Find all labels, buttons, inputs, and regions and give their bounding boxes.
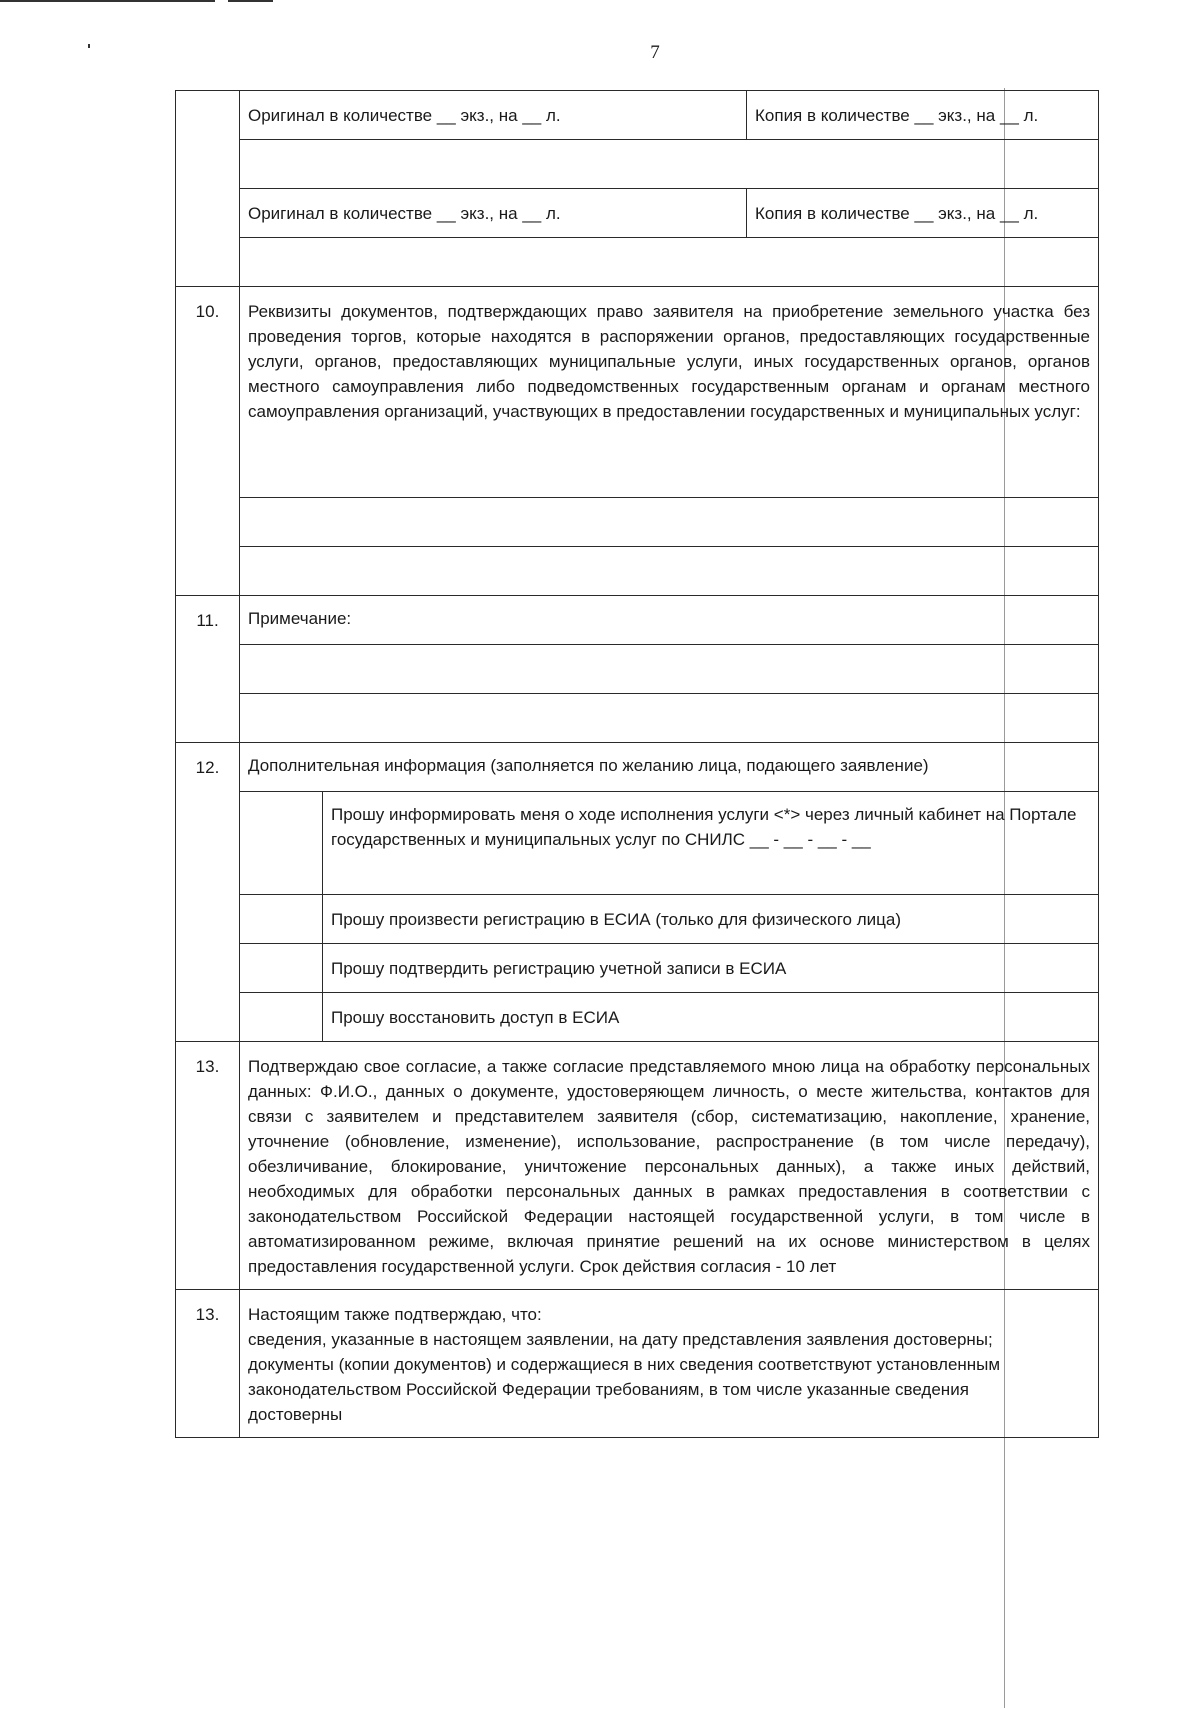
option-row xyxy=(240,992,1098,1041)
blank-line[interactable] xyxy=(240,238,1099,287)
section-11 xyxy=(176,596,1099,645)
option-row xyxy=(240,894,1098,943)
option-checkbox[interactable] xyxy=(240,895,323,943)
section-12 xyxy=(176,743,1099,792)
copy-count-field[interactable]: Копия в количестве __ экз., на __ л. xyxy=(755,203,1039,223)
application-form-table xyxy=(175,90,1099,1438)
original-count-field[interactable]: Оригинал в количестве __ экз., на __ л. xyxy=(240,189,747,237)
page-number: 7 xyxy=(650,42,660,63)
section-11-label: Примечание: xyxy=(240,596,1099,645)
section-number: 13. xyxy=(176,1042,240,1290)
option-text: Прошу информировать меня о ходе исполнения услуги <*> через личный кабинет на Портале государственных и муниципальных услуг по СНИЛС __ - __ - __ - __ xyxy=(331,805,1077,849)
copies-row-2 xyxy=(176,189,1099,238)
option-checkbox[interactable] xyxy=(240,792,323,894)
option-text: Прошу подтвердить регистрацию учетной записи в ЕСИА xyxy=(331,959,787,978)
section-number: 11. xyxy=(176,596,240,743)
copy-count-field[interactable]: Копия в количестве __ экз., на __ л. xyxy=(755,105,1039,125)
section-number: 10. xyxy=(176,287,240,596)
section-13-consent xyxy=(176,1042,1099,1290)
section-number: 12. xyxy=(176,743,240,1042)
option-row xyxy=(240,943,1098,992)
section-number: 13. xyxy=(176,1290,240,1438)
option-checkbox[interactable] xyxy=(240,944,323,992)
blank-line[interactable] xyxy=(240,140,1099,189)
section-10-text: Реквизиты документов, подтверждающих право заявителя на приобретение земельного участка без проведения торгов, которые находятся в распоряжении органов, предоставляющих государственные услуги, органов, предоставляющих муниципальные услуги, иных государственных органов, органов местного самоуправления либо подведомственных государственным органам и органам местного самоуправления организаций, участвующих в предоставлении государственных и муниципальных услуг: xyxy=(240,287,1099,498)
option-text: Прошу восстановить доступ в ЕСИА xyxy=(331,1008,620,1027)
section-12-options xyxy=(240,792,1098,1041)
blank-line[interactable] xyxy=(240,498,1099,547)
copies-row-1 xyxy=(176,91,1099,140)
section-13-confirmation xyxy=(176,1290,1099,1438)
confirmation-text xyxy=(240,1290,1099,1438)
confirmation-line: Настоящим также подтверждаю, что: xyxy=(248,1305,542,1324)
original-count-field[interactable]: Оригинал в количестве __ экз., на __ л. xyxy=(240,91,747,139)
confirmation-line: сведения, указанные в настоящем заявлении, на дату представления заявления достоверны; xyxy=(248,1330,993,1349)
confirmation-line: документы (копии документов) и содержащиеся в них сведения соответствуют установленным законодательством Российской Федерации требованиям, в том числе указанные сведения достоверны xyxy=(248,1355,1001,1424)
blank-line[interactable] xyxy=(240,645,1099,694)
blank-line[interactable] xyxy=(240,694,1099,743)
scan-artifact-top xyxy=(0,0,215,2)
section-12-label: Дополнительная информация (заполняется по желанию лица, подающего заявление) xyxy=(240,743,1099,792)
option-row xyxy=(240,792,1098,894)
consent-text: Подтверждаю свое согласие, а также согласие представляемого мною лица на обработку персональных данных: Ф.И.О., данных о документе, удостоверяющем личность, о месте жительства, контактов для связи с заявителем и представителем заявителя (сбор, систематизацию, накопление, хранение, уточнение (обновление, изменение), использование, распространение (в том числе передачу), обезличивание, блокирование, уничтожение персональных данных), а также иных действий, необходимых для обработки персональных данных в рамках предоставления в соответствии с законодательством Российской Федерации настоящей государственной услуги, в том числе в автоматизированном режиме, включая принятие решений на их основе министерством в целях предоставления государственной услуги. Срок действия согласия - 10 лет xyxy=(240,1042,1099,1290)
option-text: Прошу произвести регистрацию в ЕСИА (только для физического лица) xyxy=(331,910,901,929)
blank-line[interactable] xyxy=(240,547,1099,596)
section-10 xyxy=(176,287,1099,498)
option-checkbox[interactable] xyxy=(240,993,323,1041)
continuation-number-cell xyxy=(176,91,240,287)
scan-artifact-top-2 xyxy=(228,0,273,2)
